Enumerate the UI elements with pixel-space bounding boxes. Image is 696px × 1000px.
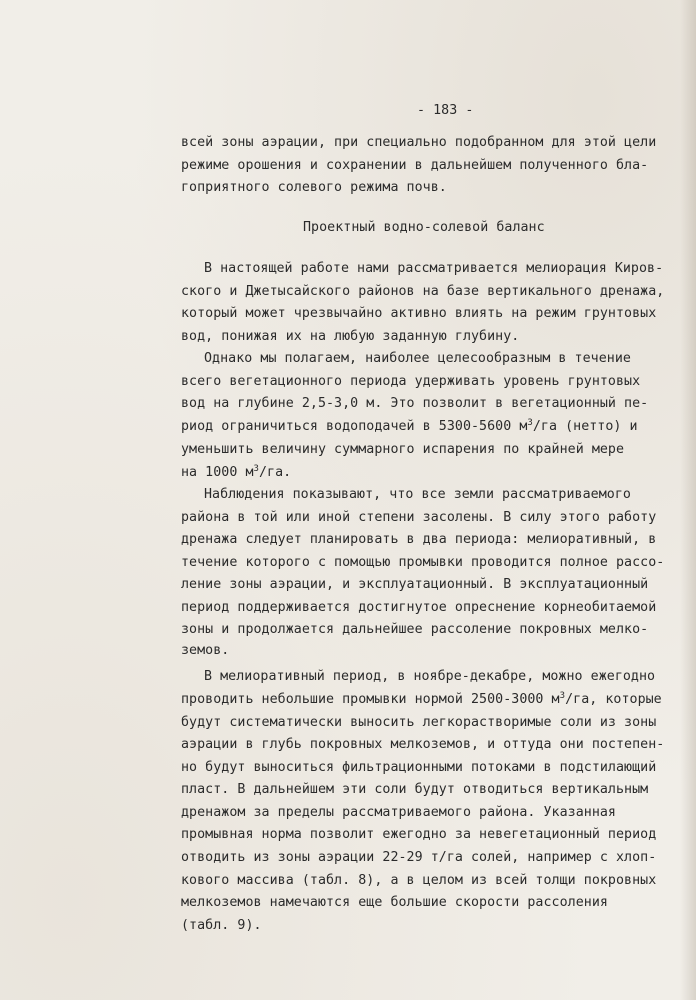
text-line: Наблюдения показывают, что все земли рассматриваемого bbox=[204, 487, 631, 502]
text-line: отводить из зоны аэрации 22-29 т/га солей, например с хлоп- bbox=[181, 850, 657, 865]
text-line: кового массива (табл. 8), а в целом из всей толщи покровных bbox=[181, 873, 657, 888]
text-line: дренажом за пределы рассматриваемого района. Указанная bbox=[181, 805, 616, 820]
text-line: В мелиоративный период, в ноябре-декабре, можно ежегодно bbox=[204, 669, 656, 684]
text-line: ского и Джетысайского районов на базе вертикального дренажа, bbox=[181, 284, 665, 299]
text-line: мелкоземов намечаются еще большие скорости рассоления bbox=[181, 895, 608, 910]
text-line: течение которого с помощью промывки проводится полное рассо- bbox=[181, 555, 665, 570]
text-line: аэрации в глубь покровных мелкоземов, и оттуда они постепен- bbox=[181, 737, 665, 752]
text-line: зоны и продолжается дальнейшее рассоление покровных мелко- bbox=[181, 622, 649, 637]
text-line: риод ограничиться водоподачей в 5300-5600 $м^3/га$ (нетто) и bbox=[181, 418, 638, 434]
text-line: всего вегетационного периода удерживать уровень грунтовых bbox=[181, 374, 641, 389]
page-number: - 183 - bbox=[417, 103, 474, 118]
text-line: ление зоны аэрации, и эксплуатационный. В эксплуатационный bbox=[181, 577, 649, 592]
section-heading: Проектный водно-солевой баланс bbox=[303, 220, 545, 235]
text-line: который может чрезвычайно активно влиять на режим грунтовых bbox=[181, 306, 657, 321]
text-line: земов. bbox=[181, 643, 230, 658]
text-line: В настоящей работе нами рассматривается мелиорация Киров- bbox=[204, 261, 664, 276]
text-line: гоприятного солевого режима почв. bbox=[181, 180, 447, 195]
text-line: Однако мы полагаем, наиболее целесообразным в течение bbox=[204, 351, 631, 366]
page-edge-shadow bbox=[680, 0, 696, 1000]
text-line: всей зоны аэрации, при специально подобранном для этой цели bbox=[181, 135, 657, 150]
text-line: уменьшить величину суммарного испарения по крайней мере bbox=[181, 442, 625, 457]
text-line: период поддерживается достигнутое опреснение корнеобитаемой bbox=[181, 600, 657, 615]
text-line: (табл. 9). bbox=[181, 918, 262, 933]
text-line: проводить небольшие промывки нормой 2500-3000 $м^3/га$, которые bbox=[181, 691, 662, 707]
text-line: дренажа следует планировать в два периода: мелиоративный, в bbox=[181, 532, 657, 547]
text-line: промывная норма позволит ежегодно за невегетационный период bbox=[181, 827, 657, 842]
text-line: режиме орошения и сохранении в дальнейшем полученного бла- bbox=[181, 158, 649, 173]
text-line: пласт. В дальнейшем эти соли будут отводиться вертикальным bbox=[181, 782, 649, 797]
text-line: будут систематически выносить легкорастворимые соли из зоны bbox=[181, 715, 657, 730]
text-line: вод на глубине 2,5-3,0 м. Это позволит в вегетационный пе- bbox=[181, 396, 649, 411]
text-line: вод, понижая их на любую заданную глубину. bbox=[181, 329, 520, 344]
text-line: района в той или иной степени засолены. В силу этого работу bbox=[181, 510, 657, 525]
text-line: но будут выноситься фильтрационными потоками в подстилающий bbox=[181, 760, 657, 775]
text-line: на 1000 $м^3/га$. bbox=[181, 464, 292, 480]
